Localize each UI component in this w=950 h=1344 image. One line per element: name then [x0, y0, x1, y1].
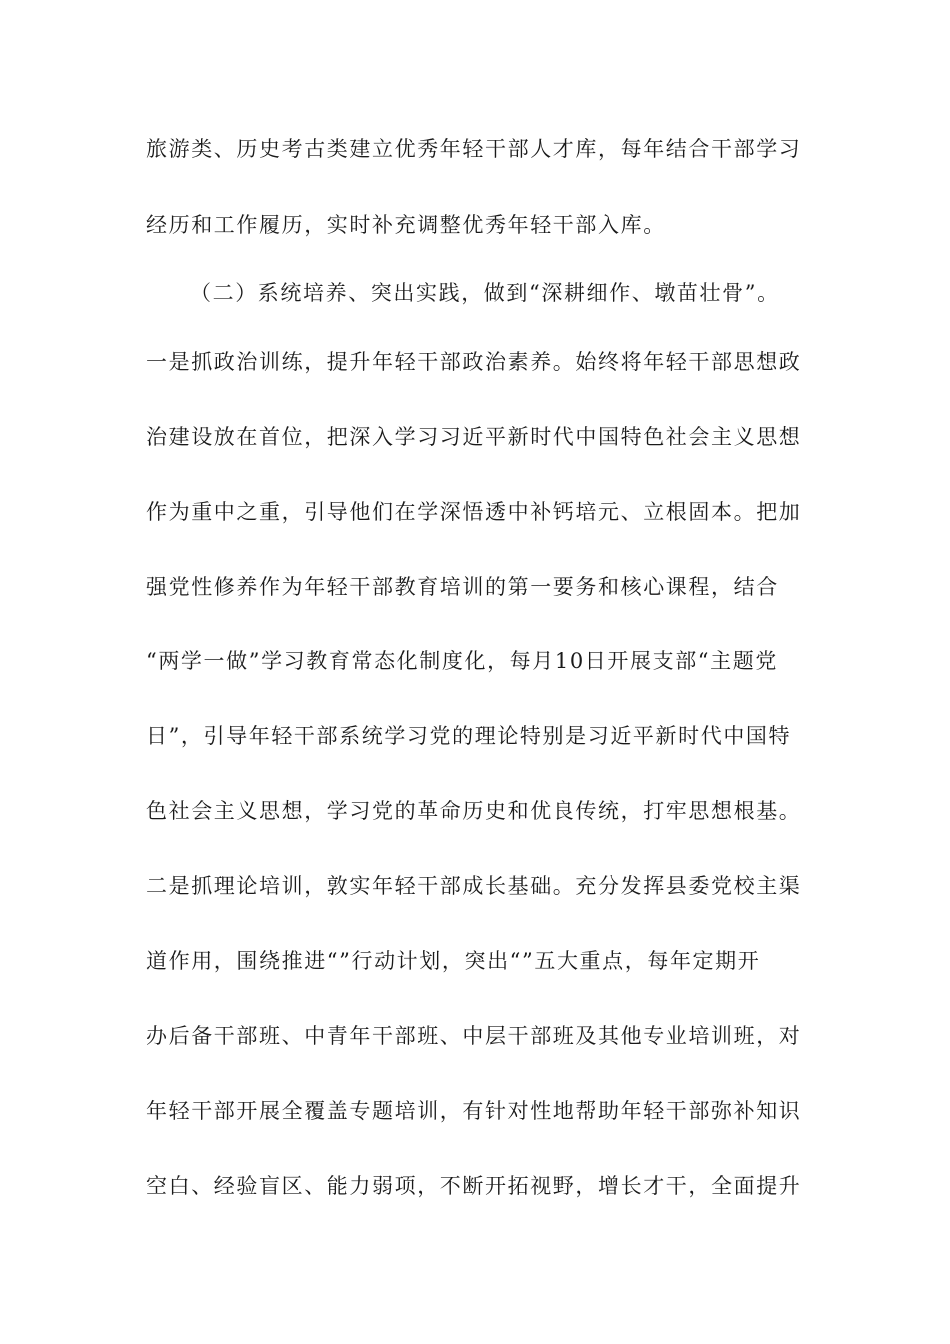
text-line-1: 旅游类、历史考古类建立优秀年轻干部人才库，每年结合干部学习 — [146, 137, 802, 161]
text-line-5: 治建设放在首位，把深入学习习近平新时代中国特色社会主义思想 — [146, 425, 802, 449]
text-line-8: “两学一做”学习教育常态化制度化，每月10日开展支部“主题党 — [146, 649, 778, 673]
text-line-12: 道作用，围绕推进“”行动计划，突出“”五大重点，每年定期开 — [146, 949, 761, 973]
text-line-7: 强党性修养作为年轻干部教育培训的第一要务和核心课程，结合 — [146, 575, 779, 599]
text-line-15: 空白、经验盲区、能力弱项，不断开拓视野，增长才干，全面提升 — [146, 1174, 802, 1198]
text-line-9: 日”，引导年轻干部系统学习党的理论特别是习近平新时代中国特 — [146, 724, 792, 748]
section-heading: （二）系统培养、突出实践，做到“深耕细作、墩苗壮骨”。 — [190, 281, 780, 305]
text-line-11: 二是抓理论培训，敦实年轻干部成长基础。充分发挥县委党校主渠 — [146, 874, 802, 898]
text-line-6: 作为重中之重，引导他们在学深悟透中补钙培元、立根固本。把加 — [146, 500, 802, 524]
text-line-4: 一是抓政治训练，提升年轻干部政治素养。始终将年轻干部思想政 — [146, 350, 802, 374]
text-line-14: 年轻干部开展全覆盖专题培训，有针对性地帮助年轻干部弥补知识 — [146, 1099, 802, 1123]
text-line-10: 色社会主义思想，学习党的革命历史和优良传统，打牢思想根基。 — [146, 799, 802, 823]
text-line-13: 办后备干部班、中青年干部班、中层干部班及其他专业培训班，对 — [146, 1024, 802, 1048]
text-line-2: 经历和工作履历，实时补充调整优秀年轻干部入库。 — [146, 213, 666, 237]
